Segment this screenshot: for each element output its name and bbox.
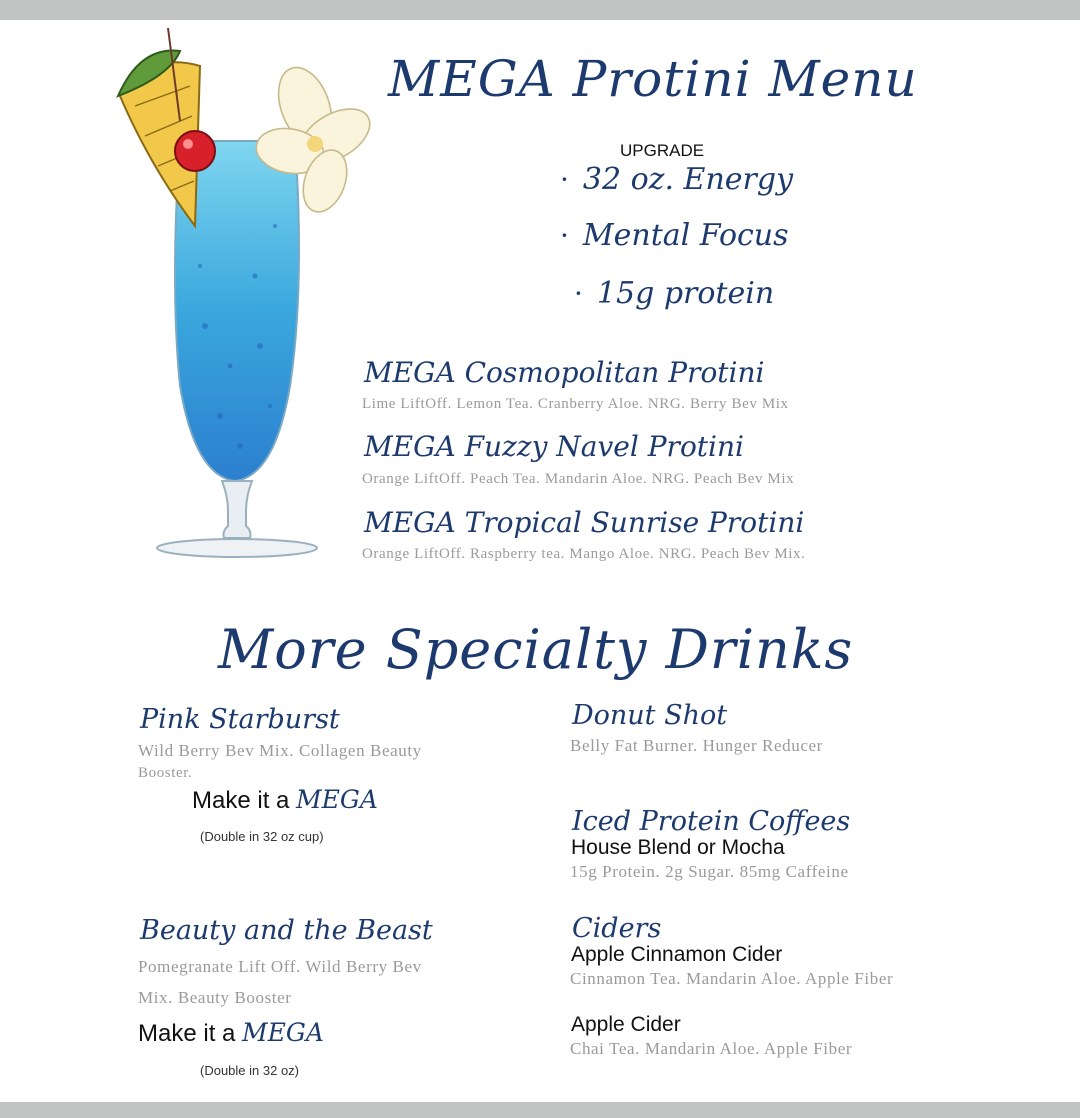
drink-description: Pomegranate Lift Off. Wild Berry Bev <box>138 957 422 976</box>
upgrade-item: · 32 oz. Energy <box>560 162 794 197</box>
drink-description: Chai Tea. Mandarin Aloe. Apple Fiber <box>570 1039 853 1058</box>
coffee-options: House Blend or Mocha <box>571 836 785 859</box>
bullet-icon: · <box>560 219 569 252</box>
mega-label: MEGA <box>242 1018 324 1047</box>
drink-description: Mix. Beauty Booster <box>138 988 292 1007</box>
upgrade-label: UPGRADE <box>620 141 705 160</box>
section-title: More Specialty Drinks <box>218 618 854 681</box>
cider-item-name: Apple Cinnamon Cider <box>571 943 783 966</box>
protini-name: MEGA Cosmopolitan Protini <box>364 356 765 389</box>
protini-description: Orange LiftOff. Peach Tea. Mandarin Aloe. NRG. Peach Bev Mix <box>362 471 795 487</box>
drink-name-ciders: Ciders <box>572 913 662 944</box>
protini-name: MEGA Fuzzy Navel Protini <box>364 430 744 463</box>
make-it-mega: Make it a MEGA <box>138 1018 324 1047</box>
protini-description: Lime LiftOff. Lemon Tea. Cranberry Aloe. NRG. Berry Bev Mix <box>362 396 789 412</box>
drink-description: 15g Protein. 2g Sugar. 85mg Caffeine <box>570 862 849 881</box>
mega-label: MEGA <box>296 785 378 814</box>
top-border-bar <box>0 0 1080 20</box>
drink-name-beauty-and-the-beast: Beauty and the Beast <box>140 915 433 946</box>
drink-description: Cinnamon Tea. Mandarin Aloe. Apple Fiber <box>570 969 894 988</box>
drink-name-iced-protein-coffees: Iced Protein Coffees <box>572 806 851 837</box>
cider-item-name: Apple Cider <box>571 1013 681 1036</box>
menu-title: MEGA Protini Menu <box>388 50 918 108</box>
drink-description: Booster. <box>138 765 193 781</box>
double-note: (Double in 32 oz) <box>200 1063 299 1078</box>
cocktail-glass-illustration <box>110 26 380 561</box>
upgrade-item: · Mental Focus <box>560 218 789 253</box>
drink-name-pink-starburst: Pink Starburst <box>140 704 340 735</box>
drink-description: Wild Berry Bev Mix. Collagen Beauty <box>138 741 422 760</box>
make-it-mega: Make it a MEGA <box>192 785 378 814</box>
bottom-border-bar <box>0 1102 1080 1118</box>
protini-description: Orange LiftOff. Raspberry tea. Mango Aloe. NRG. Peach Bev Mix. <box>362 546 806 562</box>
bullet-icon: · <box>574 277 583 310</box>
drink-name-donut-shot: Donut Shot <box>572 700 728 731</box>
protini-name: MEGA Tropical Sunrise Protini <box>364 506 805 539</box>
double-note: (Double in 32 oz cup) <box>200 829 324 844</box>
bullet-icon: · <box>560 163 569 196</box>
drink-description: Belly Fat Burner. Hunger Reducer <box>570 736 823 755</box>
upgrade-item: · 15g protein <box>574 276 775 311</box>
